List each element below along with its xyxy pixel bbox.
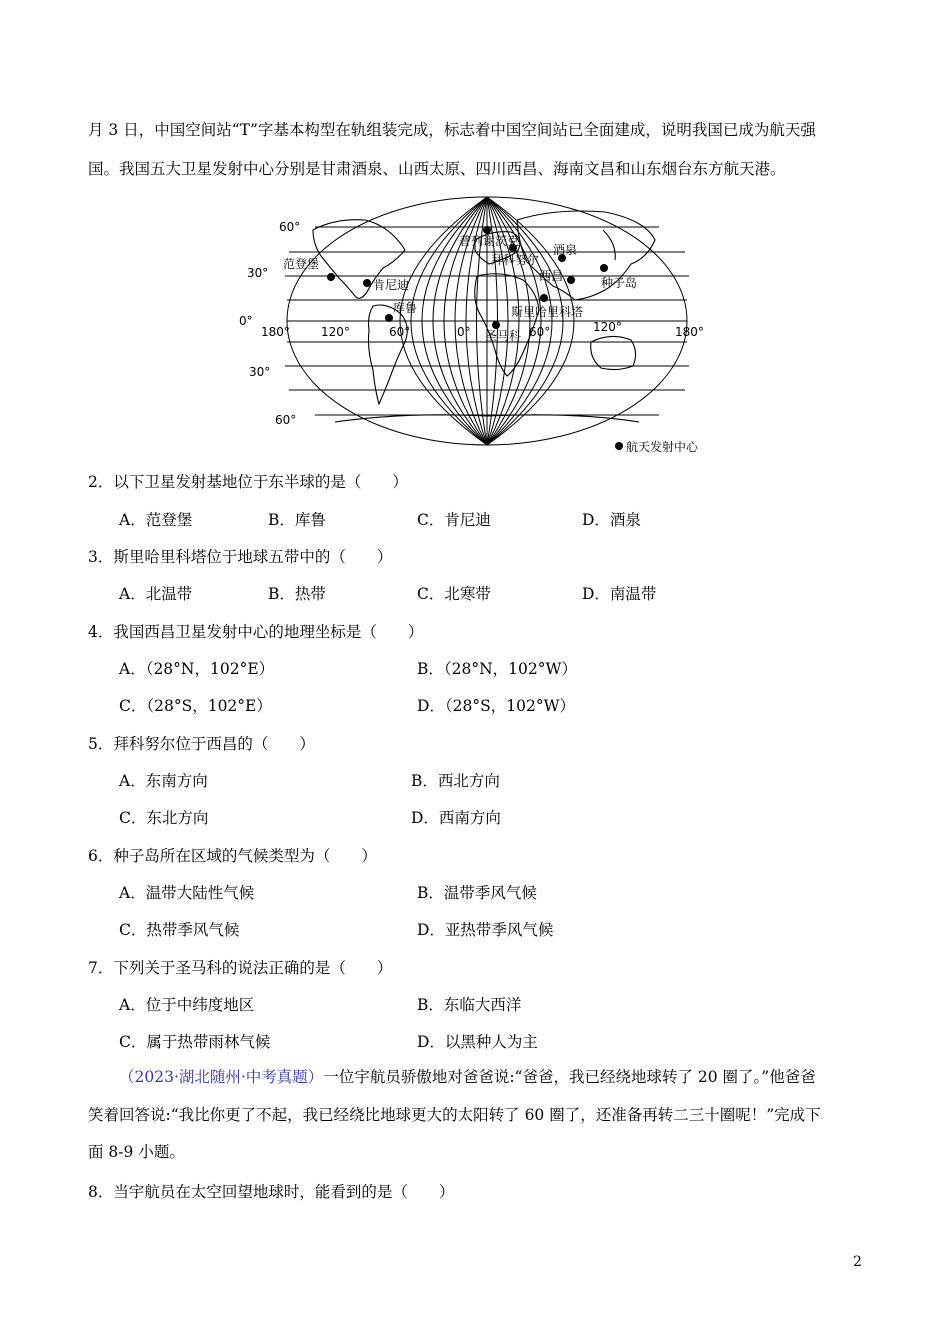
q3-option-d[interactable]: D．南温带	[582, 585, 657, 603]
q2-option-d[interactable]: D．酒泉	[582, 511, 641, 529]
lat-label-30n: 30°	[247, 266, 269, 280]
lon-label-60w: 60°	[389, 325, 411, 339]
lon-label-60e: 60°	[529, 325, 551, 339]
lon-label-120w: 120°	[321, 325, 350, 339]
site-label-baikonur: 拜科努尔	[491, 253, 540, 267]
site-label-tanegashima: 种子岛	[601, 276, 638, 290]
q4-option-d[interactable]: D．（28°S，102°W）	[417, 697, 576, 715]
passage-text-1: 一位宇航员骄傲地对爸爸说:“爸爸，我已经绕地球转了 20 圈了。”他爸爸	[323, 1068, 816, 1086]
site-label-kennedy: 肯尼迪	[373, 278, 410, 292]
intro-line-1: 月 3 日，中国空间站“T”字基本构型在轨组装完成，标志着中国空间站已全面建成，说明我国已成为航天强	[88, 121, 816, 139]
q6-option-a[interactable]: A．温带大陆性气候	[119, 884, 255, 902]
q2-option-c[interactable]: C．肯尼迪	[417, 511, 491, 529]
site-dot-kennedy	[363, 279, 371, 287]
question-8-stem: 8．当宇航员在太空回望地球时，能看到的是（ ）	[88, 1183, 455, 1201]
q7-option-d[interactable]: D．以黑种人为主	[417, 1033, 538, 1051]
q7-option-c[interactable]: C．属于热带雨林气候	[119, 1033, 271, 1051]
lon-label-180w: 180°	[261, 325, 290, 339]
site-dot-sriharikota	[540, 294, 548, 302]
site-dot-xichang	[567, 276, 575, 284]
q4-option-b[interactable]: B．（28°N，102°W）	[417, 660, 577, 678]
passage-line-1	[119, 1061, 879, 1093]
site-label-kourou: 库鲁	[393, 301, 418, 315]
question-5-stem: 5．拜科努尔位于西昌的（ ）	[88, 735, 315, 753]
site-label-jiuquan: 酒泉	[553, 243, 578, 257]
lon-label-120e: 120°	[593, 320, 622, 334]
site-label-san-marco: 圣马科	[485, 329, 522, 343]
q4-option-c[interactable]: C．（28°S，102°E）	[119, 697, 272, 715]
lat-label-60n: 60°	[279, 220, 301, 234]
q3-option-a[interactable]: A．北温带	[119, 585, 193, 603]
page-number: 2	[853, 1254, 862, 1270]
site-label-xichang: 西昌	[539, 269, 564, 283]
site-label-vandenberg: 范登堡	[283, 257, 320, 271]
legend-dot	[615, 442, 623, 450]
passage-line-3: 面 8-9 小题。	[88, 1143, 185, 1161]
site-dot-tanegashima	[600, 264, 608, 272]
q7-option-a[interactable]: A．位于中纬度地区	[119, 996, 255, 1014]
question-4-stem: 4．我国西昌卫星发射中心的地理坐标是（ ）	[88, 623, 424, 641]
site-dot-plesetsk	[483, 226, 491, 234]
q2-option-a[interactable]: A．范登堡	[119, 511, 193, 529]
passage-source: （2023·湖北随州·中考真题）	[119, 1068, 324, 1086]
q5-option-b[interactable]: B．西北方向	[411, 772, 500, 790]
australia-outline	[591, 336, 636, 369]
lat-label-60s: 60°	[275, 413, 297, 427]
intro-line-2: 国。我国五大卫星发射中心分别是甘肃酒泉、山西太原、四川西昌、海南文昌和山东烟台东方航天港。	[88, 160, 786, 178]
q2-option-b[interactable]: B．库鲁	[268, 511, 326, 529]
question-3-stem: 3．斯里哈里科塔位于地球五带中的（ ）	[88, 548, 393, 566]
lat-label-30s: 30°	[249, 365, 271, 379]
question-2-stem: 2．以下卫星发射基地位于东半球的是（ ）	[88, 473, 408, 491]
map-legend-label: 航天发射中心	[626, 440, 699, 454]
question-6-stem: 6．种子岛所在区域的气候类型为（ ）	[88, 847, 377, 865]
site-dot-san-marco	[492, 321, 500, 329]
q4-option-a[interactable]: A．（28°N，102°E）	[119, 660, 275, 678]
lon-label-0: 0°	[457, 325, 471, 339]
site-label-plesetsk: 普列谢茨克	[459, 234, 520, 248]
q7-option-b[interactable]: B．东临大西洋	[417, 996, 522, 1014]
q5-option-a[interactable]: A．东南方向	[119, 772, 208, 790]
passage-line-2: 笑着回答说:“我比你更了不起，我已经绕比地球更大的太阳转了 60 圈了，还准备再转二三十圈呢！”完成下	[88, 1106, 821, 1124]
q3-option-b[interactable]: B．热带	[268, 585, 326, 603]
q6-option-b[interactable]: B．温带季风气候	[417, 884, 537, 902]
q5-option-c[interactable]: C．东北方向	[119, 809, 209, 827]
q3-option-c[interactable]: C．北寒带	[417, 585, 491, 603]
q6-option-d[interactable]: D．亚热带季风气候	[417, 921, 554, 939]
lat-label-0: 0°	[239, 314, 253, 328]
world-map	[239, 190, 715, 458]
site-dot-kourou	[385, 314, 393, 322]
site-dot-vandenberg	[327, 273, 335, 281]
site-label-sriharikota: 斯里哈里科塔	[511, 305, 584, 319]
lon-label-180e: 180°	[675, 325, 704, 339]
question-7-stem: 7．下列关于圣马科的说法正确的是（ ）	[88, 959, 393, 977]
q6-option-c[interactable]: C．热带季风气候	[119, 921, 240, 939]
q5-option-d[interactable]: D．西南方向	[411, 809, 501, 827]
